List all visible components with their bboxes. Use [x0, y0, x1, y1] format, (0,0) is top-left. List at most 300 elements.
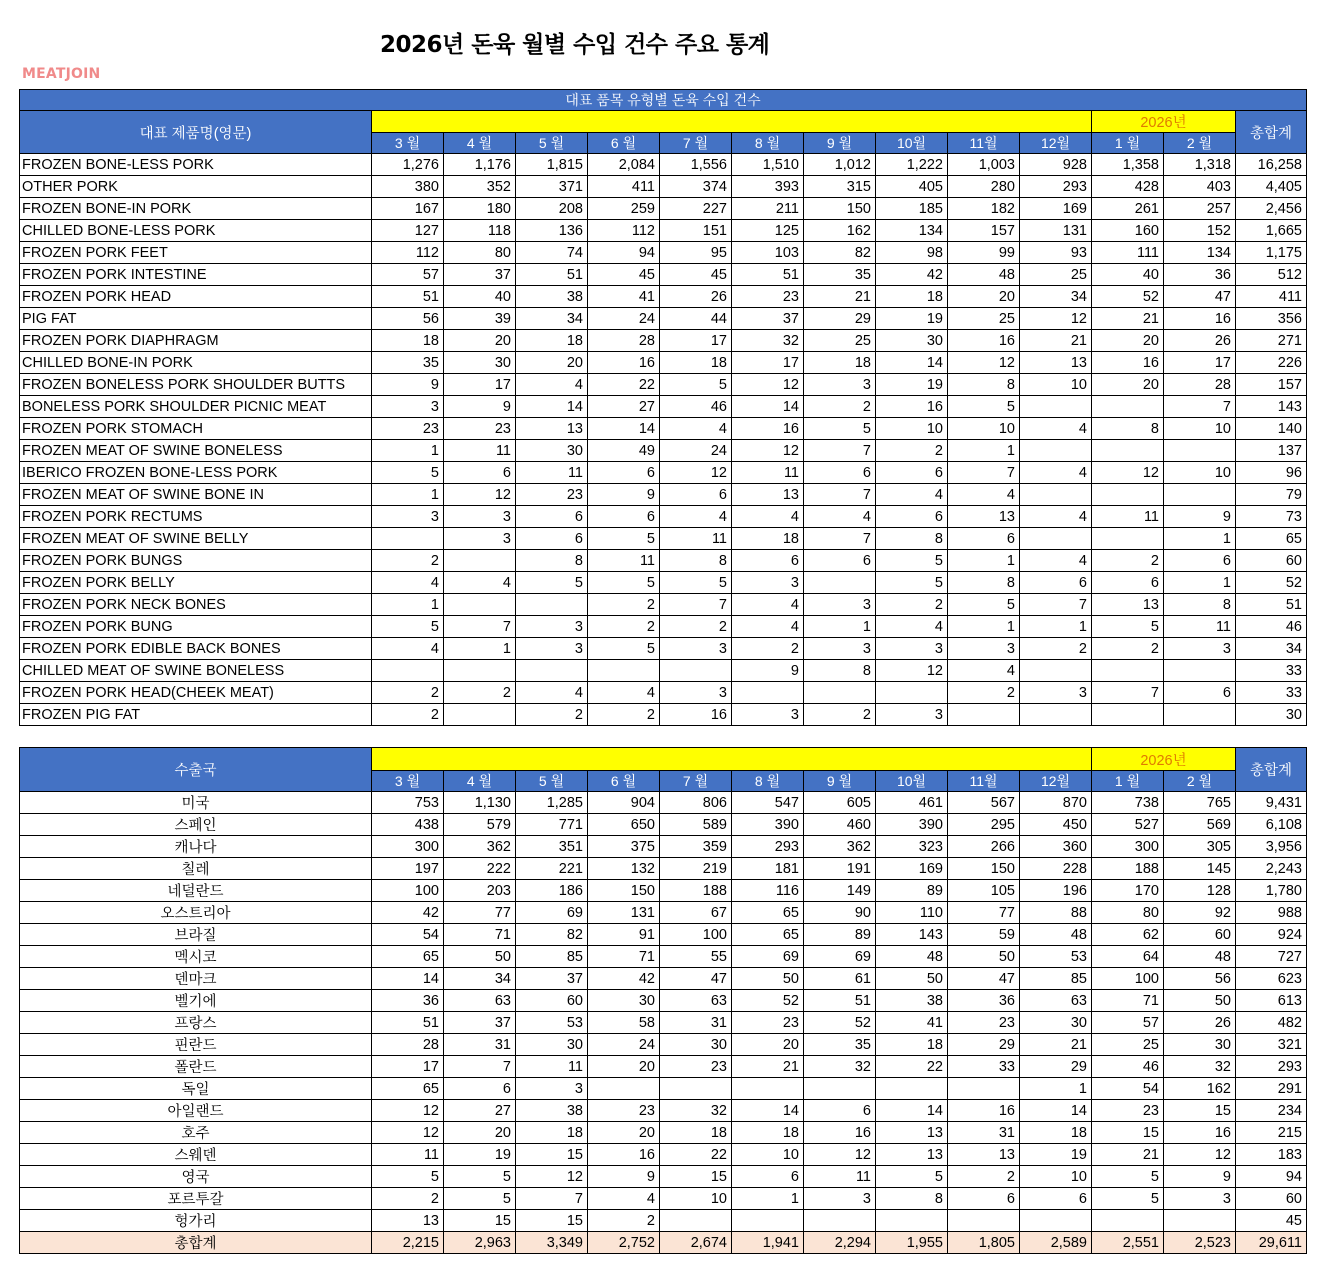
- table-row: [20, 396, 1307, 418]
- country-name-cell: 영국: [20, 1166, 372, 1188]
- month-value-cell: 185: [876, 198, 948, 220]
- table-row: [20, 462, 1307, 484]
- month-value-cell: 74: [516, 242, 588, 264]
- month-value-cell: 134: [876, 220, 948, 242]
- month-value-cell: 2: [372, 704, 444, 726]
- month-value-cell: 36: [372, 990, 444, 1012]
- month-value-cell: 60: [1164, 924, 1236, 946]
- row-total-cell: 988: [1236, 902, 1307, 924]
- month-value-cell: 9: [588, 1166, 660, 1188]
- month-value-cell: 1,176: [444, 154, 516, 176]
- month-value-cell: 2: [372, 682, 444, 704]
- table-row: [20, 836, 1307, 858]
- month-value-cell: 52: [732, 990, 804, 1012]
- month-value-cell: 6: [1164, 682, 1236, 704]
- month-value-cell: 2: [1092, 638, 1164, 660]
- month-value-cell: 219: [660, 858, 732, 880]
- country-name-cell: 핀란드: [20, 1034, 372, 1056]
- month-value-cell: 42: [588, 968, 660, 990]
- month-value-cell: 360: [1020, 836, 1092, 858]
- month-total-cell: 2,963: [444, 1232, 516, 1254]
- year-label: 2026년: [1092, 748, 1236, 771]
- month-value-cell: 42: [876, 264, 948, 286]
- row-total-cell: 46: [1236, 616, 1307, 638]
- row-total-cell: 183: [1236, 1144, 1307, 1166]
- month-header: 7 월: [660, 133, 732, 154]
- table-row: [20, 286, 1307, 308]
- month-value-cell: [516, 660, 588, 682]
- month-value-cell: 5: [444, 1166, 516, 1188]
- month-value-cell: 71: [444, 924, 516, 946]
- month-value-cell: 21: [1020, 330, 1092, 352]
- month-value-cell: 4: [1020, 462, 1092, 484]
- month-value-cell: 259: [588, 198, 660, 220]
- product-name-cell: FROZEN PORK HEAD: [20, 286, 372, 308]
- month-total-cell: 2,589: [1020, 1232, 1092, 1254]
- month-value-cell: 27: [444, 1100, 516, 1122]
- month-value-cell: [1092, 660, 1164, 682]
- month-value-cell: 18: [876, 286, 948, 308]
- month-value-cell: 60: [516, 990, 588, 1012]
- month-value-cell: 54: [372, 924, 444, 946]
- month-value-cell: [1020, 440, 1092, 462]
- row-total-cell: 51: [1236, 594, 1307, 616]
- country-name-cell: 포르투갈: [20, 1188, 372, 1210]
- table-row: [20, 858, 1307, 880]
- product-name-cell: FROZEN MEAT OF SWINE BONE IN: [20, 484, 372, 506]
- month-value-cell: 5: [660, 374, 732, 396]
- month-value-cell: 1: [732, 1188, 804, 1210]
- month-value-cell: 48: [876, 946, 948, 968]
- month-value-cell: 25: [1020, 264, 1092, 286]
- month-header: 12월: [1020, 771, 1092, 792]
- row-total-cell: 9,431: [1236, 792, 1307, 814]
- month-value-cell: 12: [948, 352, 1020, 374]
- month-value-cell: 167: [372, 198, 444, 220]
- month-value-cell: 110: [876, 902, 948, 924]
- month-value-cell: 134: [1164, 242, 1236, 264]
- country-name-cell: 멕시코: [20, 946, 372, 968]
- month-value-cell: [660, 1078, 732, 1100]
- month-value-cell: 870: [1020, 792, 1092, 814]
- month-value-cell: 50: [1164, 990, 1236, 1012]
- month-value-cell: 89: [804, 924, 876, 946]
- month-value-cell: 2: [804, 396, 876, 418]
- month-value-cell: 30: [876, 330, 948, 352]
- product-import-table: [19, 89, 1307, 726]
- month-value-cell: 14: [732, 396, 804, 418]
- month-value-cell: 26: [1164, 1012, 1236, 1034]
- month-value-cell: 753: [372, 792, 444, 814]
- month-value-cell: 23: [372, 418, 444, 440]
- row-total-cell: 1,780: [1236, 880, 1307, 902]
- table-row: [20, 1210, 1307, 1232]
- month-value-cell: 6: [588, 462, 660, 484]
- product-name-cell: FROZEN PORK RECTUMS: [20, 506, 372, 528]
- row-total-cell: 411: [1236, 286, 1307, 308]
- month-value-cell: 48: [948, 264, 1020, 286]
- month-value-cell: 91: [588, 924, 660, 946]
- month-value-cell: 12: [804, 1144, 876, 1166]
- month-value-cell: 51: [372, 286, 444, 308]
- month-value-cell: 1,276: [372, 154, 444, 176]
- month-value-cell: 71: [1092, 990, 1164, 1012]
- month-value-cell: 8: [876, 528, 948, 550]
- month-value-cell: 15: [660, 1166, 732, 1188]
- product-name-cell: FROZEN PORK FEET: [20, 242, 372, 264]
- month-value-cell: 28: [1164, 374, 1236, 396]
- table-row: [20, 484, 1307, 506]
- month-value-cell: [444, 660, 516, 682]
- month-value-cell: 88: [1020, 902, 1092, 924]
- month-value-cell: 14: [876, 1100, 948, 1122]
- row-total-cell: 1,665: [1236, 220, 1307, 242]
- month-header: 1 월: [1092, 771, 1164, 792]
- month-value-cell: 17: [372, 1056, 444, 1078]
- table-row: [20, 176, 1307, 198]
- month-value-cell: [372, 528, 444, 550]
- month-value-cell: 227: [660, 198, 732, 220]
- table-row: [20, 418, 1307, 440]
- month-value-cell: 37: [444, 264, 516, 286]
- month-value-cell: 1,222: [876, 154, 948, 176]
- month-value-cell: 95: [660, 242, 732, 264]
- month-value-cell: 41: [588, 286, 660, 308]
- month-value-cell: 56: [372, 308, 444, 330]
- month-value-cell: 12: [732, 374, 804, 396]
- month-value-cell: 21: [1092, 308, 1164, 330]
- month-value-cell: 36: [1164, 264, 1236, 286]
- month-value-cell: 14: [732, 1100, 804, 1122]
- month-value-cell: 21: [1092, 1144, 1164, 1166]
- month-value-cell: 3: [372, 506, 444, 528]
- month-value-cell: 3: [372, 396, 444, 418]
- month-value-cell: 131: [1020, 220, 1092, 242]
- month-value-cell: 579: [444, 814, 516, 836]
- month-value-cell: 16: [732, 418, 804, 440]
- month-value-cell: [804, 572, 876, 594]
- month-value-cell: 47: [1164, 286, 1236, 308]
- month-value-cell: 197: [372, 858, 444, 880]
- month-value-cell: 13: [372, 1210, 444, 1232]
- month-value-cell: 15: [1092, 1122, 1164, 1144]
- month-value-cell: 11: [372, 1144, 444, 1166]
- month-value-cell: [948, 704, 1020, 726]
- month-value-cell: 5: [444, 1188, 516, 1210]
- month-value-cell: 5: [876, 550, 948, 572]
- month-value-cell: 3: [1164, 1188, 1236, 1210]
- month-value-cell: 41: [876, 1012, 948, 1034]
- month-value-cell: 143: [876, 924, 948, 946]
- month-value-cell: 50: [732, 968, 804, 990]
- month-value-cell: 5: [516, 572, 588, 594]
- month-value-cell: 23: [732, 1012, 804, 1034]
- month-value-cell: [1092, 396, 1164, 418]
- month-header: 4 월: [444, 771, 516, 792]
- row-total-cell: 34: [1236, 638, 1307, 660]
- month-value-cell: 1: [804, 616, 876, 638]
- table-row: [20, 704, 1307, 726]
- month-value-cell: 16: [588, 352, 660, 374]
- table-row: [20, 924, 1307, 946]
- month-value-cell: 9: [444, 396, 516, 418]
- month-value-cell: 32: [660, 1100, 732, 1122]
- month-value-cell: 2: [588, 1210, 660, 1232]
- product-name-cell: FROZEN PORK BUNG: [20, 616, 372, 638]
- month-value-cell: 30: [1020, 1012, 1092, 1034]
- month-value-cell: 23: [1092, 1100, 1164, 1122]
- month-value-cell: 10: [1020, 374, 1092, 396]
- month-value-cell: 13: [732, 484, 804, 506]
- country-name-cell: 호주: [20, 1122, 372, 1144]
- product-name-cell: FROZEN PORK HEAD(CHEEK MEAT): [20, 682, 372, 704]
- month-value-cell: 8: [660, 550, 732, 572]
- month-value-cell: 4: [732, 594, 804, 616]
- month-value-cell: 57: [372, 264, 444, 286]
- row-total-cell: 924: [1236, 924, 1307, 946]
- month-value-cell: 8: [804, 660, 876, 682]
- month-value-cell: 22: [660, 1144, 732, 1166]
- year-band-blank: [372, 748, 1092, 771]
- month-value-cell: 25: [1092, 1034, 1164, 1056]
- month-value-cell: 31: [444, 1034, 516, 1056]
- row-total-cell: 79: [1236, 484, 1307, 506]
- month-value-cell: 21: [732, 1056, 804, 1078]
- product-name-cell: CHILLED BONE-IN PORK: [20, 352, 372, 374]
- product-name-cell: CHILLED MEAT OF SWINE BONELESS: [20, 660, 372, 682]
- month-value-cell: 103: [732, 242, 804, 264]
- month-value-cell: 411: [588, 176, 660, 198]
- month-value-cell: 5: [660, 572, 732, 594]
- month-value-cell: 7: [804, 484, 876, 506]
- row-total-cell: 623: [1236, 968, 1307, 990]
- product-name-cell: FROZEN PORK BUNGS: [20, 550, 372, 572]
- row-total-cell: 6,108: [1236, 814, 1307, 836]
- month-value-cell: 100: [1092, 968, 1164, 990]
- month-value-cell: 300: [1092, 836, 1164, 858]
- month-value-cell: 2: [516, 704, 588, 726]
- month-value-cell: 94: [588, 242, 660, 264]
- month-value-cell: 352: [444, 176, 516, 198]
- month-value-cell: 136: [516, 220, 588, 242]
- month-value-cell: 18: [660, 1122, 732, 1144]
- product-name-cell: FROZEN PORK DIAPHRAGM: [20, 330, 372, 352]
- row-total-cell: 33: [1236, 682, 1307, 704]
- month-value-cell: 56: [1164, 968, 1236, 990]
- month-value-cell: 3: [804, 594, 876, 616]
- month-value-cell: 1,285: [516, 792, 588, 814]
- table-row: [20, 1012, 1307, 1034]
- month-value-cell: [1020, 528, 1092, 550]
- month-value-cell: 10: [732, 1144, 804, 1166]
- table-row: [20, 440, 1307, 462]
- month-value-cell: 8: [948, 572, 1020, 594]
- product-name-cell: OTHER PORK: [20, 176, 372, 198]
- table-row: [20, 792, 1307, 814]
- month-value-cell: 403: [1164, 176, 1236, 198]
- month-value-cell: 16: [948, 330, 1020, 352]
- month-value-cell: 10: [1164, 418, 1236, 440]
- month-value-cell: [660, 660, 732, 682]
- month-value-cell: 14: [588, 418, 660, 440]
- month-value-cell: 20: [588, 1122, 660, 1144]
- country-name-cell: 미국: [20, 792, 372, 814]
- month-value-cell: 8: [1164, 594, 1236, 616]
- month-value-cell: 375: [588, 836, 660, 858]
- total-header: 총합계: [1236, 111, 1307, 154]
- month-value-cell: 55: [660, 946, 732, 968]
- grand-total-label: 총합계: [20, 1232, 372, 1254]
- month-value-cell: 2: [876, 594, 948, 616]
- product-name-cell: CHILLED BONE-LESS PORK: [20, 220, 372, 242]
- month-value-cell: 3: [444, 506, 516, 528]
- country-name-cell: 네덜란드: [20, 880, 372, 902]
- table-row: [20, 264, 1307, 286]
- month-value-cell: 589: [660, 814, 732, 836]
- month-value-cell: [1164, 704, 1236, 726]
- month-value-cell: 25: [804, 330, 876, 352]
- table-row: [20, 990, 1307, 1012]
- month-value-cell: 904: [588, 792, 660, 814]
- month-value-cell: 1: [948, 550, 1020, 572]
- row-total-cell: 140: [1236, 418, 1307, 440]
- month-value-cell: 30: [1164, 1034, 1236, 1056]
- month-value-cell: [948, 1078, 1020, 1100]
- month-value-cell: 7: [660, 594, 732, 616]
- month-value-cell: 221: [516, 858, 588, 880]
- month-value-cell: 46: [660, 396, 732, 418]
- month-value-cell: 149: [804, 880, 876, 902]
- month-value-cell: 2: [372, 550, 444, 572]
- country-name-cell: 브라질: [20, 924, 372, 946]
- month-value-cell: [1164, 484, 1236, 506]
- row-total-cell: 45: [1236, 1210, 1307, 1232]
- month-header: 6 월: [588, 771, 660, 792]
- month-value-cell: [1164, 660, 1236, 682]
- month-header: 11월: [948, 771, 1020, 792]
- month-value-cell: 16: [1092, 352, 1164, 374]
- month-value-cell: 16: [1164, 1122, 1236, 1144]
- month-value-cell: 6: [516, 506, 588, 528]
- table-caption: 대표 품목 유형별 돈육 수입 건수: [20, 90, 1307, 111]
- month-value-cell: 3: [732, 704, 804, 726]
- row-total-cell: 482: [1236, 1012, 1307, 1034]
- month-value-cell: 3: [948, 638, 1020, 660]
- month-value-cell: 4: [876, 484, 948, 506]
- month-value-cell: 62: [1092, 924, 1164, 946]
- country-name-cell: 오스트리아: [20, 902, 372, 924]
- row-total-cell: 293: [1236, 1056, 1307, 1078]
- month-header: 3 월: [372, 133, 444, 154]
- month-value-cell: 8: [876, 1188, 948, 1210]
- month-value-cell: 44: [660, 308, 732, 330]
- month-value-cell: 51: [732, 264, 804, 286]
- month-value-cell: 390: [876, 814, 948, 836]
- table-row: [20, 242, 1307, 264]
- row-total-cell: 271: [1236, 330, 1307, 352]
- month-value-cell: 64: [1092, 946, 1164, 968]
- month-value-cell: 30: [516, 440, 588, 462]
- month-value-cell: 4: [588, 1188, 660, 1210]
- month-value-cell: 1,130: [444, 792, 516, 814]
- month-value-cell: 351: [516, 836, 588, 858]
- month-value-cell: 18: [372, 330, 444, 352]
- month-value-cell: 35: [372, 352, 444, 374]
- month-value-cell: 19: [876, 308, 948, 330]
- month-value-cell: 6: [948, 1188, 1020, 1210]
- month-value-cell: 7: [1164, 396, 1236, 418]
- month-value-cell: 28: [588, 330, 660, 352]
- month-value-cell: 11: [516, 462, 588, 484]
- month-value-cell: 71: [588, 946, 660, 968]
- month-value-cell: 771: [516, 814, 588, 836]
- month-value-cell: 257: [1164, 198, 1236, 220]
- table-row: [20, 616, 1307, 638]
- row-total-cell: 157: [1236, 374, 1307, 396]
- month-value-cell: 4: [948, 660, 1020, 682]
- month-value-cell: 51: [372, 1012, 444, 1034]
- month-value-cell: 125: [732, 220, 804, 242]
- month-value-cell: 13: [876, 1144, 948, 1166]
- month-value-cell: 37: [444, 1012, 516, 1034]
- month-value-cell: 15: [516, 1144, 588, 1166]
- month-value-cell: 33: [948, 1056, 1020, 1078]
- month-value-cell: 82: [804, 242, 876, 264]
- month-value-cell: 65: [732, 902, 804, 924]
- month-value-cell: 162: [1164, 1078, 1236, 1100]
- month-value-cell: [588, 1078, 660, 1100]
- country-header: 수출국: [20, 748, 372, 792]
- month-value-cell: 32: [1164, 1056, 1236, 1078]
- month-value-cell: 10: [876, 418, 948, 440]
- month-value-cell: 40: [1092, 264, 1164, 286]
- month-value-cell: 20: [1092, 330, 1164, 352]
- month-value-cell: 7: [516, 1188, 588, 1210]
- month-value-cell: 280: [948, 176, 1020, 198]
- month-value-cell: [1164, 1210, 1236, 1232]
- country-name-cell: 캐나다: [20, 836, 372, 858]
- month-value-cell: 1: [444, 638, 516, 660]
- table-row: [20, 1166, 1307, 1188]
- month-value-cell: 8: [516, 550, 588, 572]
- month-value-cell: 7: [444, 1056, 516, 1078]
- month-value-cell: 111: [1092, 242, 1164, 264]
- month-value-cell: 17: [444, 374, 516, 396]
- month-header: 8 월: [732, 771, 804, 792]
- table-row: [20, 594, 1307, 616]
- month-value-cell: 380: [372, 176, 444, 198]
- country-name-cell: 프랑스: [20, 1012, 372, 1034]
- month-value-cell: 14: [372, 968, 444, 990]
- country-name-cell: 스페인: [20, 814, 372, 836]
- month-value-cell: 7: [804, 528, 876, 550]
- month-value-cell: 17: [732, 352, 804, 374]
- month-value-cell: 65: [372, 1078, 444, 1100]
- month-value-cell: 567: [948, 792, 1020, 814]
- month-value-cell: [1092, 528, 1164, 550]
- month-value-cell: 8: [1092, 418, 1164, 440]
- month-value-cell: 23: [516, 484, 588, 506]
- month-value-cell: 21: [804, 286, 876, 308]
- month-header: 2 월: [1164, 133, 1236, 154]
- month-header: 5 월: [516, 133, 588, 154]
- month-value-cell: 1,012: [804, 154, 876, 176]
- country-name-cell: 덴마크: [20, 968, 372, 990]
- month-value-cell: [876, 682, 948, 704]
- month-value-cell: 2: [588, 616, 660, 638]
- month-value-cell: 47: [660, 968, 732, 990]
- month-value-cell: 266: [948, 836, 1020, 858]
